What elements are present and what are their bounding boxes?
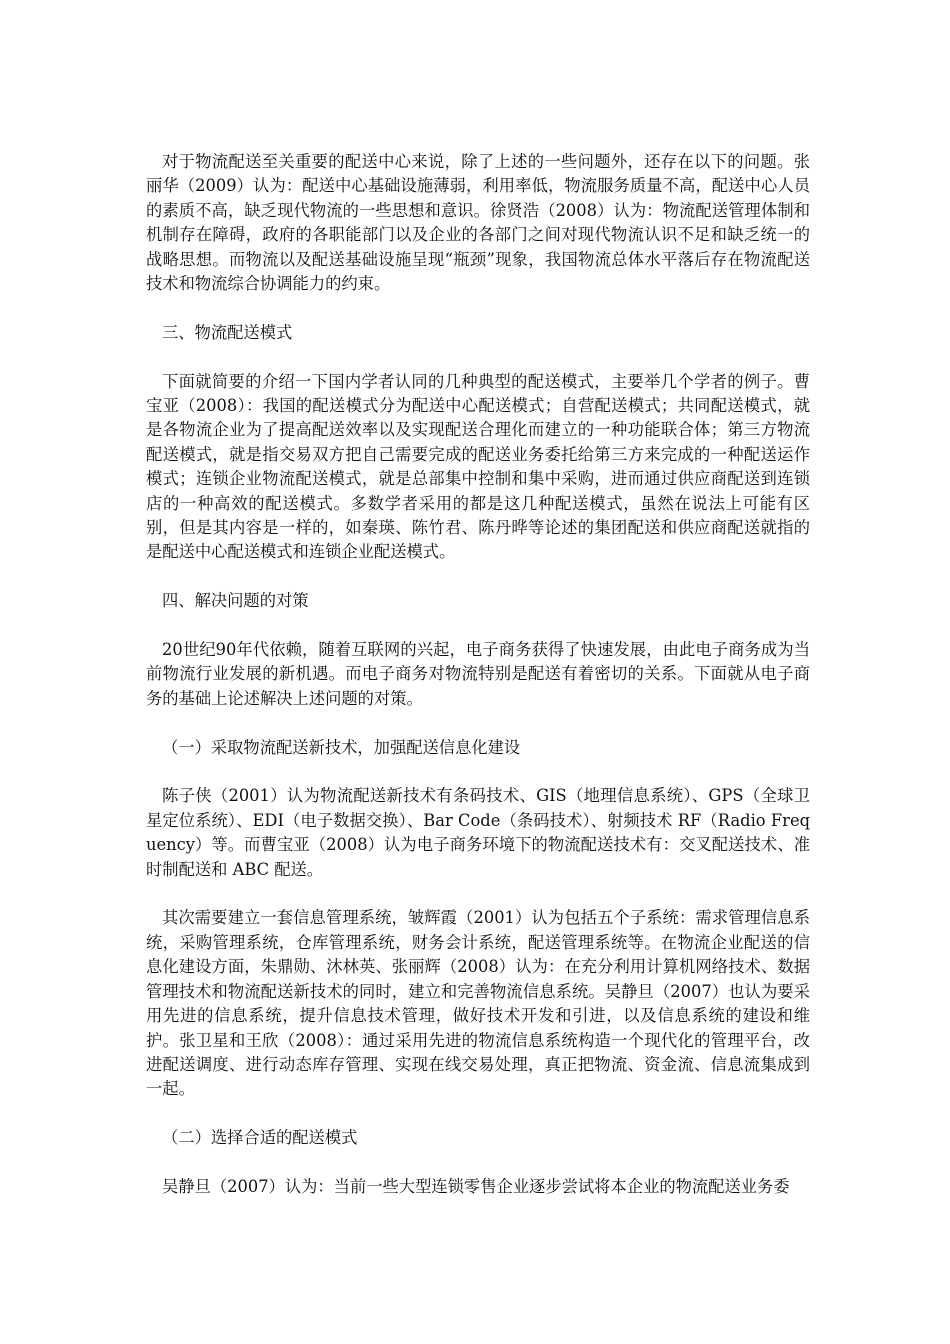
spacer — [146, 614, 810, 638]
section-heading-4: 四、解决问题的对策 — [162, 591, 309, 611]
spacer — [146, 296, 810, 320]
paragraph-new-technologies: 陈子侠（2001）认为物流配送新技术有条码技术、GIS（地理信息系统）、GPS（全球卫星定位系统）、EDI（电子数据交换）、Bar Code（条码技术）、射频技术 RF（Radio Frequency）等。而曹宝亚（2008）认为电子商务环境下的物流配送技术有：交叉配送技术、准时制配送和 ABC 配送。 — [146, 786, 810, 879]
paragraph-choose-mode: 吴静旦（2007）认为：当前一些大型连锁零售企业逐步尝试将本企业的物流配送业务委 — [162, 1176, 790, 1196]
spacer — [146, 1102, 810, 1126]
subsection-heading-2: （二）选择合适的配送模式 — [162, 1128, 358, 1148]
spacer — [146, 882, 810, 906]
section-heading-3: 三、物流配送模式 — [162, 322, 293, 342]
paragraph-distribution-modes: 下面就简要的介绍一下国内学者认同的几种典型的配送模式，主要举几个学者的例子。曹宝亚（2008）：我国的配送模式分为配送中心配送模式；自营配送模式；共同配送模式，就是各物流企业为了提高配送效率以及实现配送合理化而建立的一种功能联合体；第三方物流配送模式，就是指交易双方把自己需要完成的配送业务委托给第三方来完成的一种配送运作模式；连锁企业物流配送模式，就是总部集中控制和集中采购，进而通过供应商配送到连锁店的一种高效的配送模式。多数学者采用的都是这几种配送模式，虽然在说法上可能有区别，但是其内容是一样的，如秦瑛、陈竹君、陈丹晔等论述的集团配送和供应商配送就指的是配送中心配送模式和连锁企业配送模式。 — [146, 371, 810, 562]
document-body — [146, 150, 810, 1199]
paragraph-information-systems: 其次需要建立一套信息管理系统，皱辉霞（2001）认为包括五个子系统：需求管理信息系统，采购管理系统，仓库管理系统，财务会计系统，配送管理系统等。在物流企业配送的信息化建设方面，朱鼎勋、沐林英、张丽辉（2008）认为：在充分利用计算机网络技术、数据管理技术和物流配送新技术的同时，建立和完善物流信息系统。吴静旦（2007）也认为要采用先进的信息系统，提升信息技术管理，做好技术开发和引进，以及信息系统的建设和维护。张卫星和王欣（2008）：通过采用先进的物流信息系统构造一个现代化的管理平台，改进配送调度、进行动态库存管理、实现在线交易处理，真正把物流、资金流、信息流集成到一起。 — [146, 908, 810, 1099]
paragraph-ecommerce-intro: 20世纪90年代依赖，随着互联网的兴起，电子商务获得了快速发展，由此电子商务成为当前物流行业发展的新机遇。而电子商务对物流特别是配送有着密切的关系。下面就从电子商务的基础上论述解决上述问题的对策。 — [146, 640, 810, 708]
spacer — [146, 345, 810, 369]
spacer — [146, 1151, 810, 1175]
paragraph-distribution-center-problems: 对于物流配送至关重要的配送中心来说，除了上述的一些问题外，还存在以下的问题。张丽华（2009）认为：配送中心基础设施薄弱，利用率低，物流服务质量不高，配送中心人员的素质不高，缺乏现代物流的一些思想和意识。徐贤浩（2008）认为：物流配送管理体制和机制存在障碍，政府的各职能部门以及企业的各部门之间对现代物流认识不足和缺乏统一的战略思想。而物流以及配送基础设施呈现“瓶颈”现象，我国物流总体水平落后存在物流配送技术和物流综合协调能力的约束。 — [146, 152, 810, 294]
spacer — [146, 565, 810, 589]
spacer — [146, 760, 810, 784]
subsection-heading-1: （一）采取物流配送新技术，加强配送信息化建设 — [162, 737, 521, 757]
spacer — [146, 711, 810, 735]
